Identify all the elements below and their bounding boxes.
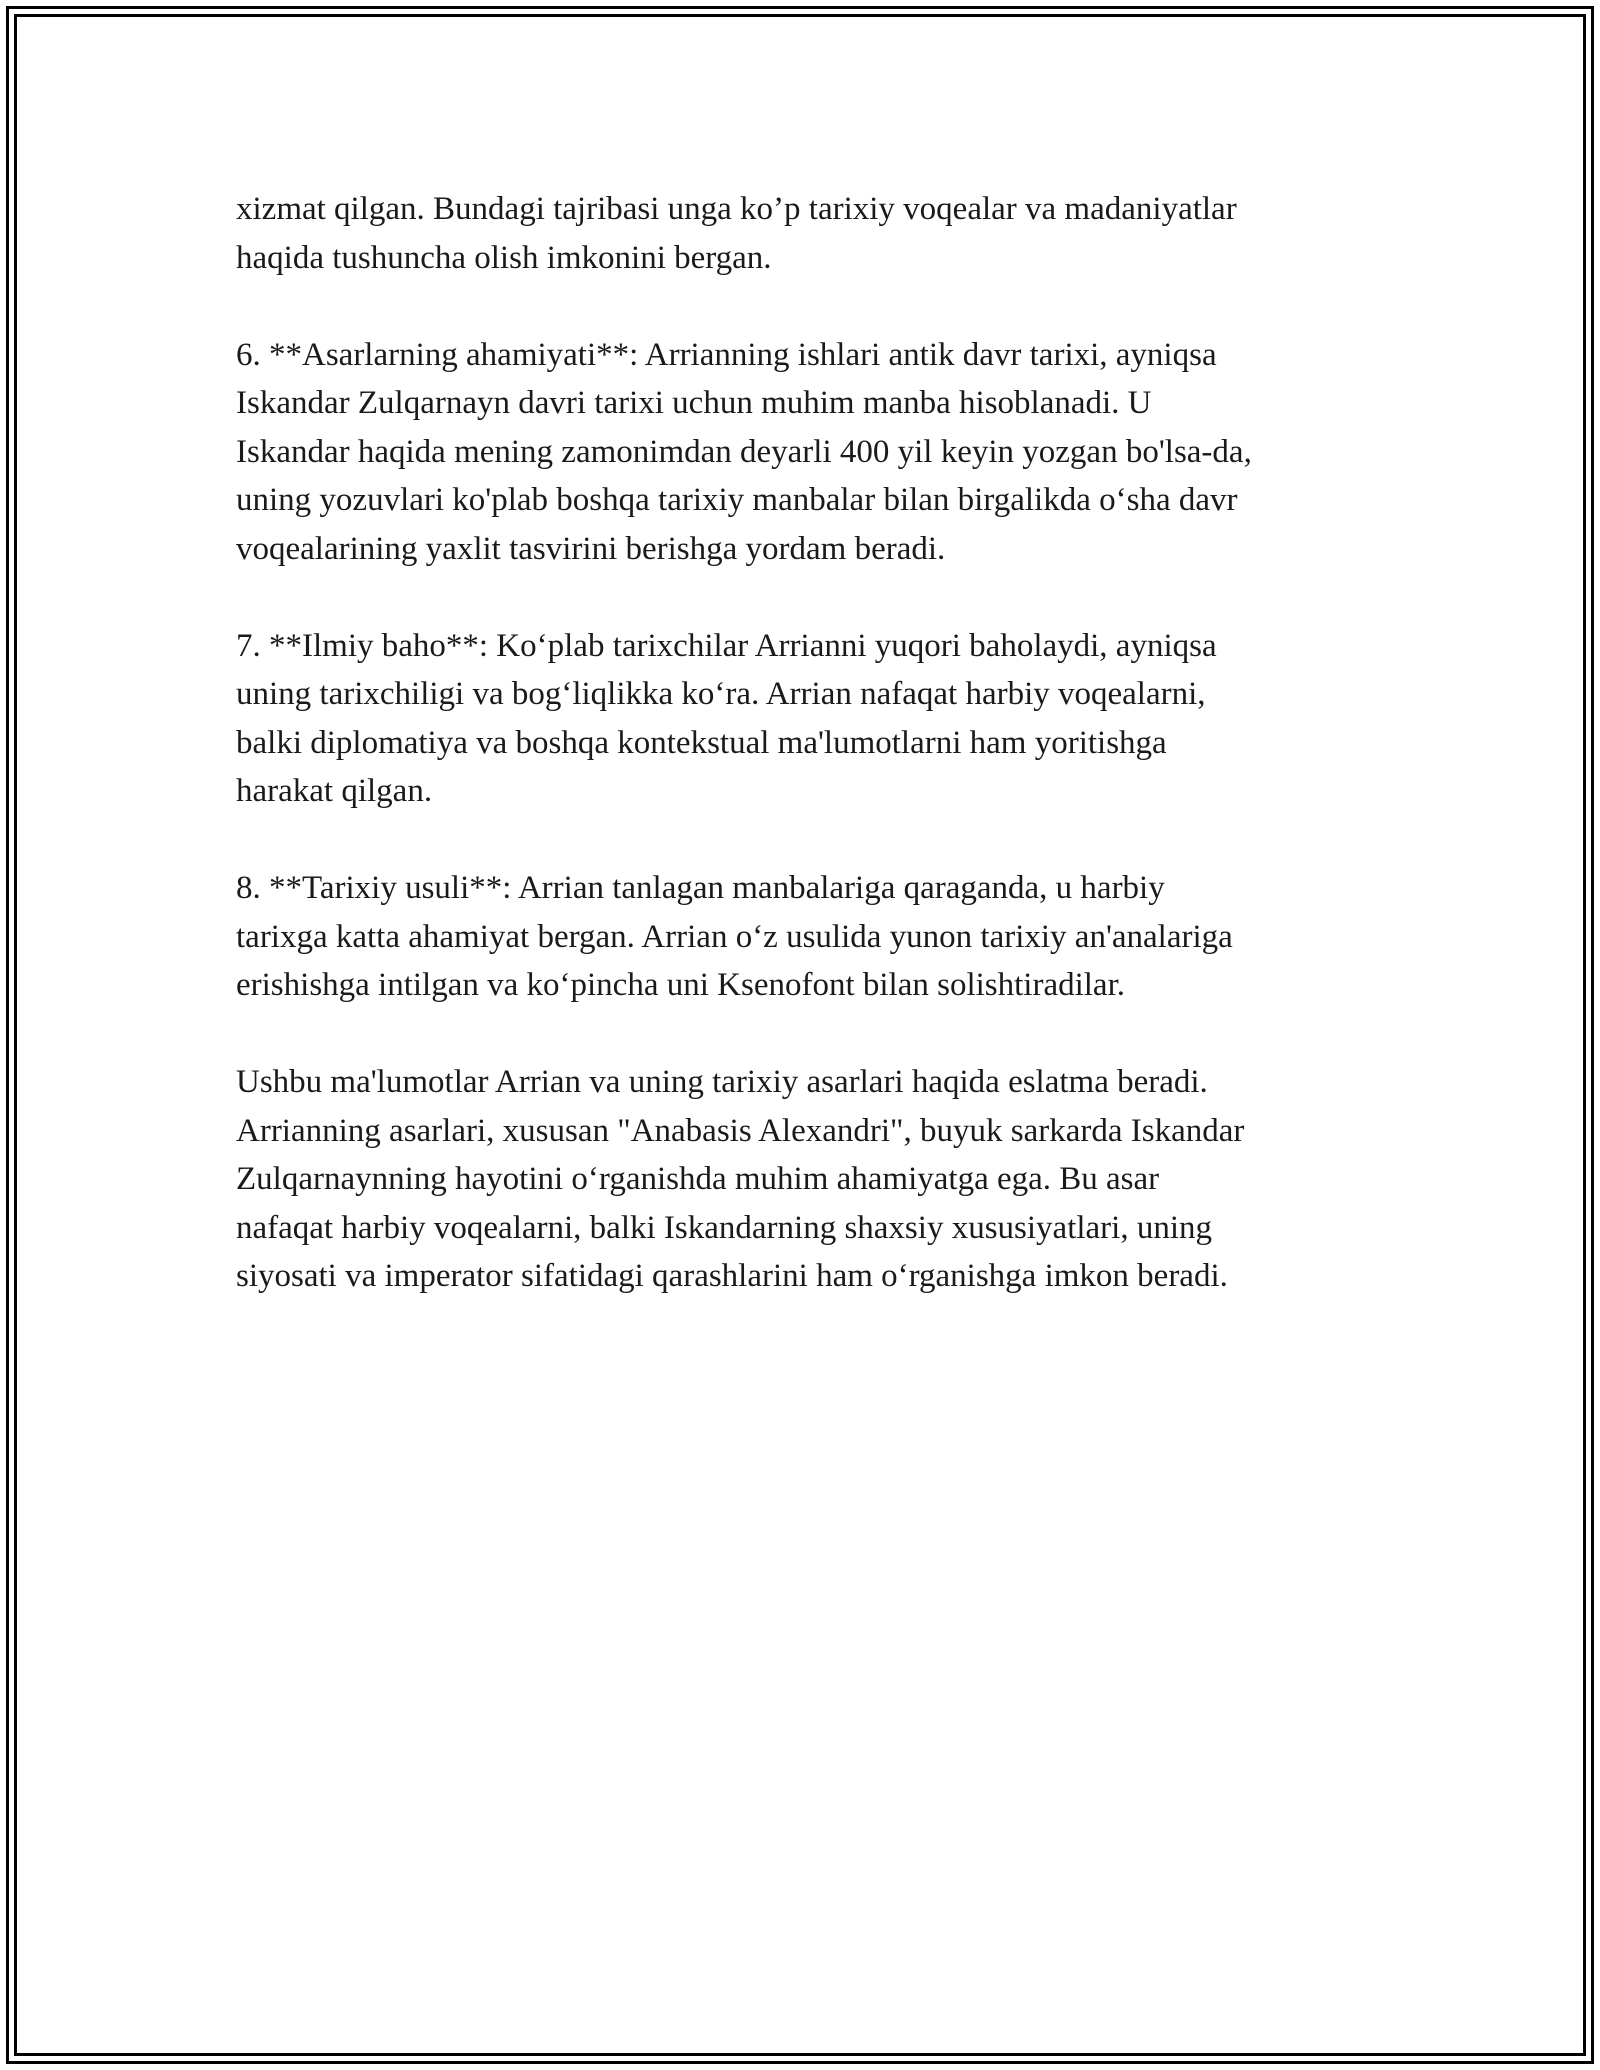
- text-line: uning tarixchiligi va bog‘liqlikka ko‘ra. Arrian nafaqat harbiy voqealarni,: [236, 676, 1206, 712]
- text-line: Ushbu ma'lumotlar Arrian va uning tarixiy asarlari haqida eslatma beradi.: [236, 1064, 1208, 1100]
- paragraph-continuation: [236, 185, 1376, 282]
- text-line: siyosati va imperator sifatidagi qarashlarini ham o‘rganishga imkon beradi.: [236, 1258, 1228, 1294]
- text-line: Arrianning asarlari, xususan "Anabasis Alexandri", buyuk sarkarda Iskandar: [236, 1112, 1245, 1149]
- text-line: harakat qilgan.: [236, 773, 433, 809]
- text-line: balki diplomatiya va boshqa kontekstual ma'lumotlarni ham yoritishga: [236, 724, 1167, 761]
- text-line: uning yozuvlari ko'plab boshqa tarixiy manbalar bilan birgalikda o‘sha davr: [236, 482, 1238, 518]
- paragraph-summary: [236, 1058, 1376, 1301]
- text-line: 6. **Asarlarning ahamiyati**: Arrianning ishlari antik davr tarixi, ayniqsa: [236, 336, 1217, 373]
- paragraph-item-7: [236, 622, 1376, 816]
- text-line: voqealarining yaxlit tasvirini berishga yordam beradi.: [236, 530, 946, 567]
- text-line: Iskandar haqida mening zamonimdan deyarli 400 yil keyin yozgan bo'lsa-da,: [236, 433, 1252, 470]
- paragraph-item-8: [236, 864, 1376, 1010]
- text-line: erishishga intilgan va ko‘pincha uni Ksenofont bilan solishtiradilar.: [236, 967, 1126, 1003]
- text-line: xizmat qilgan. Bundagi tajribasi unga ko’p tarixiy voqealar va madaniyatlar: [236, 191, 1237, 227]
- text-line: Zulqarnaynning hayotini o‘rganishda muhim ahamiyatga ega. Bu asar: [236, 1161, 1160, 1197]
- text-line: 7. **Ilmiy baho**: Ko‘plab tarixchilar Arrianni yuqori baholaydi, ayniqsa: [236, 627, 1217, 664]
- text-line: Iskandar Zulqarnayn davri tarixi uchun muhim manba hisoblanadi. U: [236, 385, 1152, 421]
- text-line: nafaqat harbiy voqealarni, balki Iskandarning shaxsiy xususiyatlari, uning: [236, 1209, 1212, 1246]
- text-line: tarixga katta ahamiyat bergan. Arrian o‘z usulida yunon tarixiy an'analariga: [236, 918, 1233, 955]
- paragraph-item-6: [236, 331, 1376, 574]
- text-line: haqida tushuncha olish imkonini bergan.: [236, 239, 772, 276]
- text-line: 8. **Tarixiy usuli**: Arrian tanlagan manbalariga qaraganda, u harbiy: [236, 870, 1165, 906]
- document-body: [236, 185, 1376, 1349]
